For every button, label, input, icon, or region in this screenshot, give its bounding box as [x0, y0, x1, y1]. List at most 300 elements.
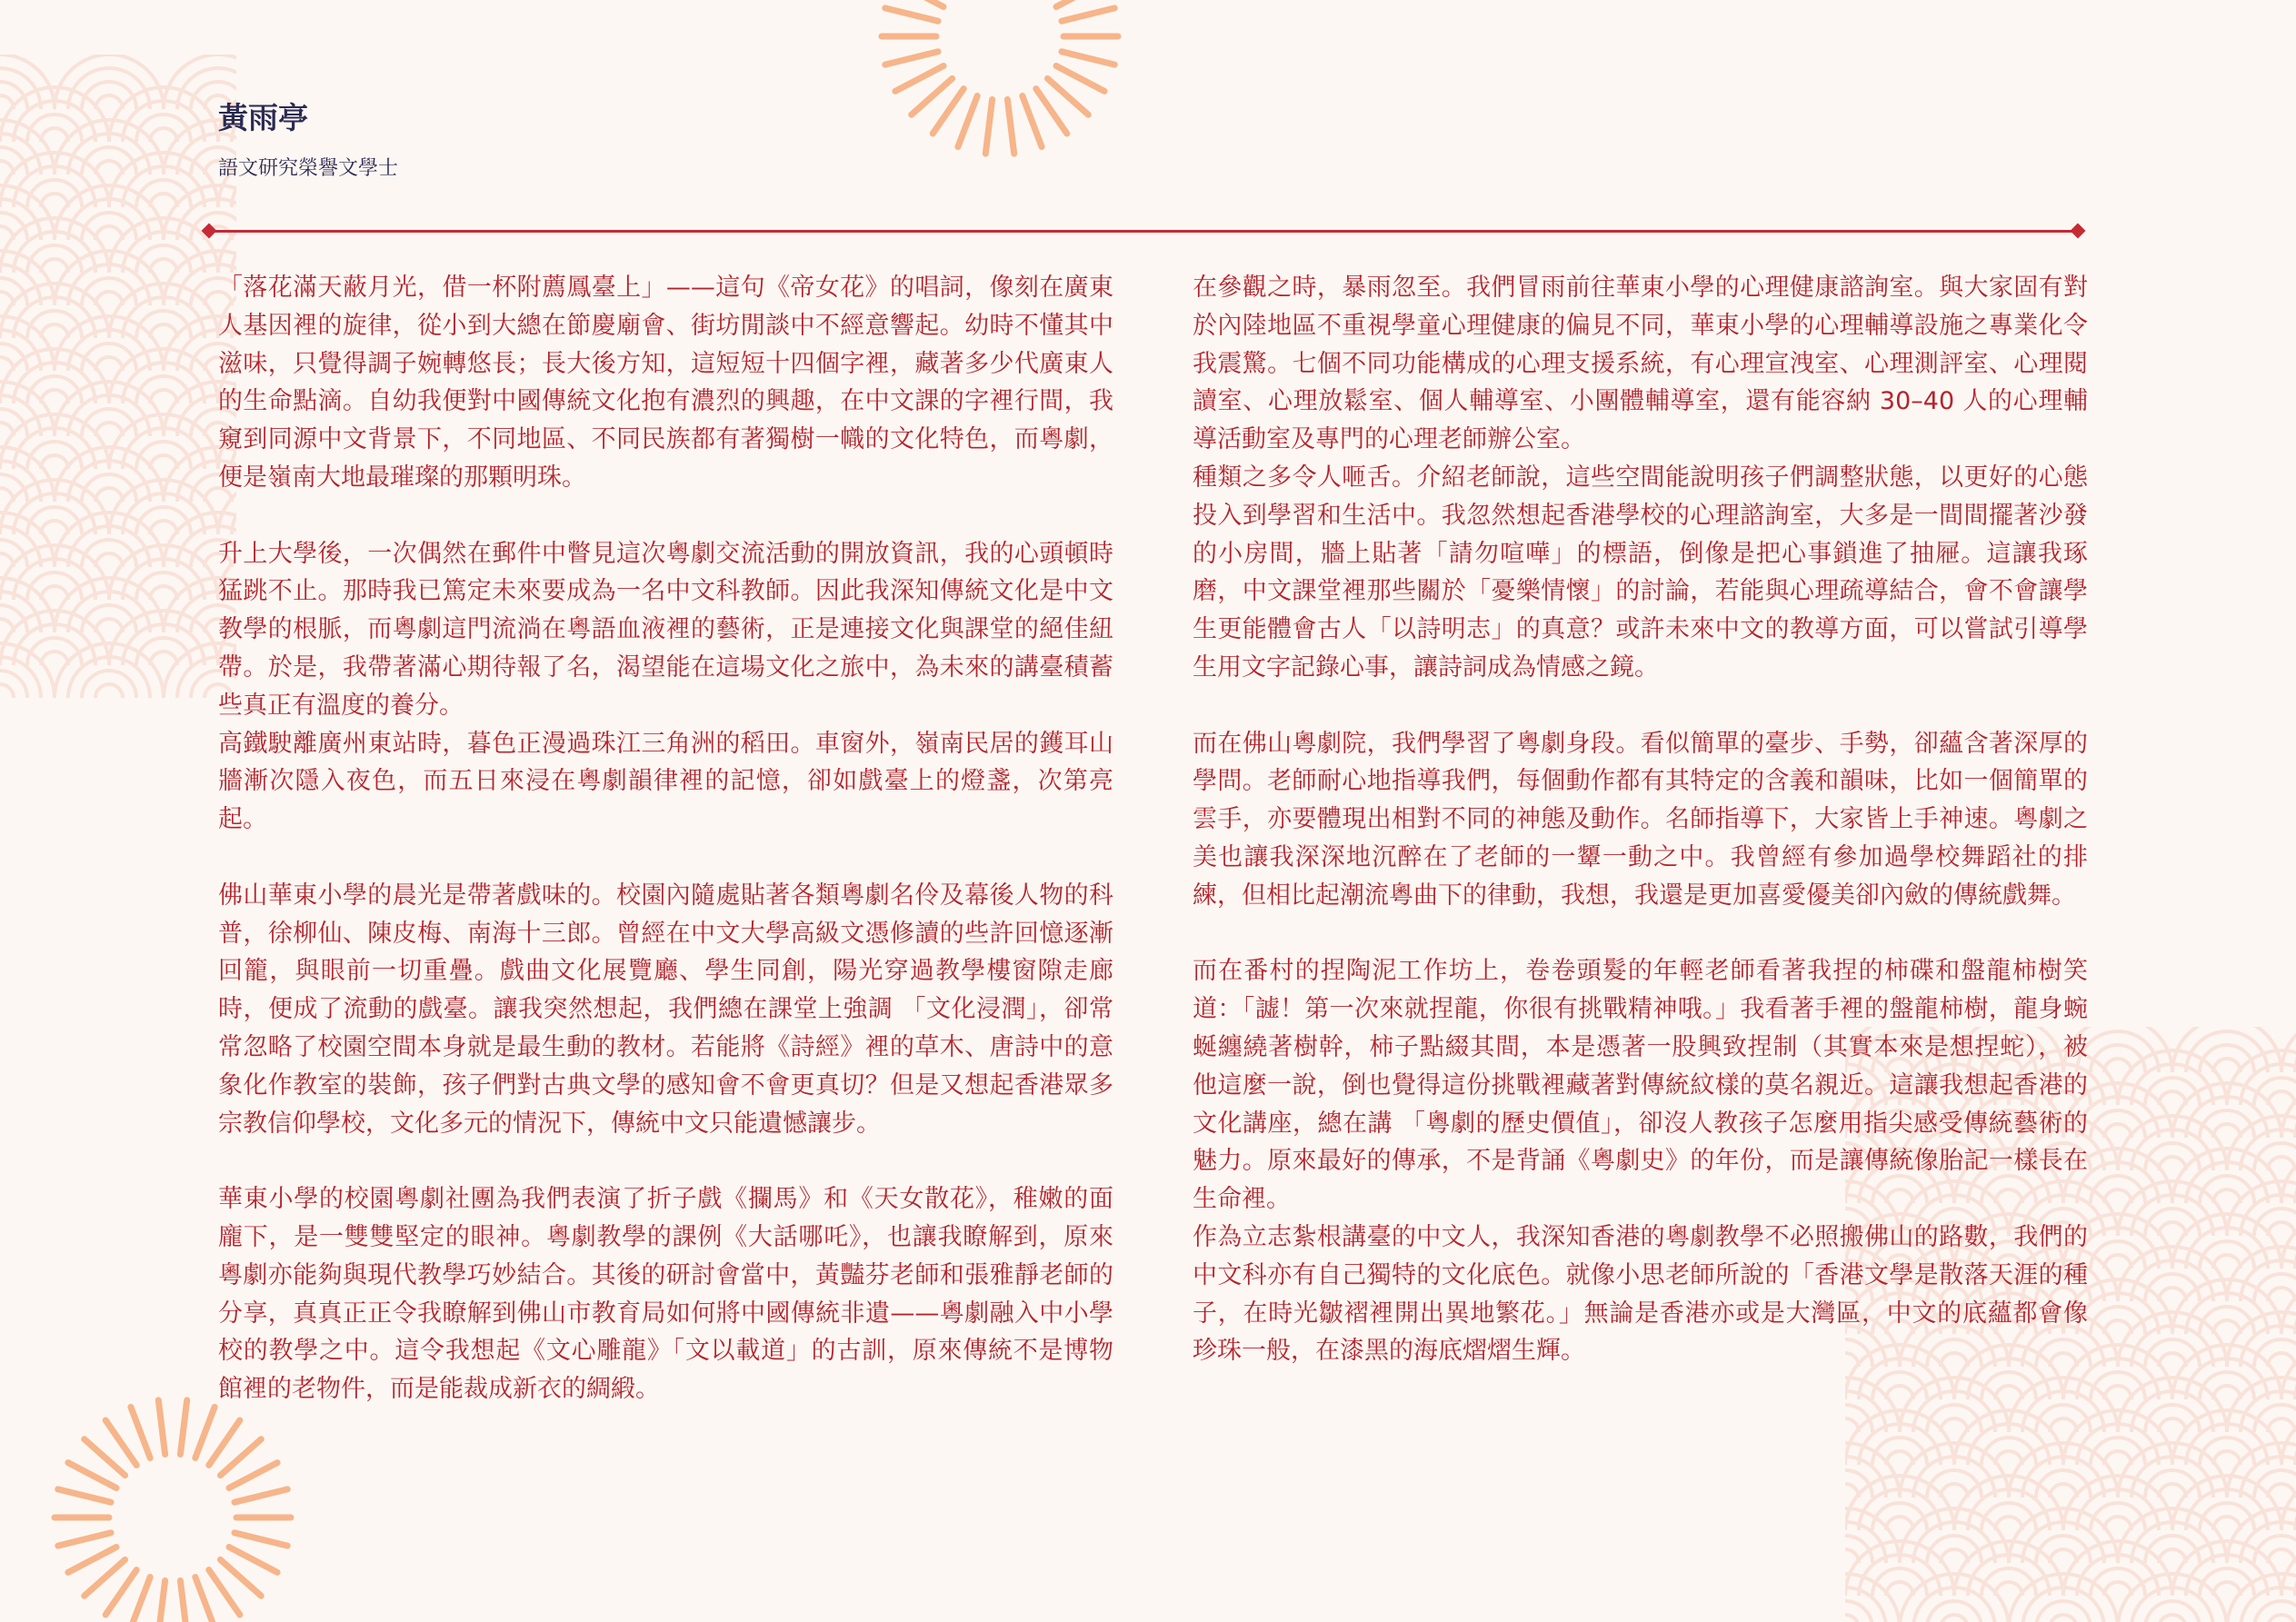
wave-arc [27, 442, 82, 469]
wave-arc [2131, 1326, 2213, 1367]
wave-arc [2200, 1307, 2254, 1334]
wave-arc [150, 390, 177, 403]
wave-arc [0, 134, 41, 174]
sunburst-ray [1007, 100, 1013, 154]
wave-arc [2254, 1405, 2296, 1432]
wave-arc [68, 526, 150, 567]
wave-arc [1941, 1615, 1968, 1622]
wave-arc [1845, 1476, 1954, 1530]
wave-arc [1900, 1574, 2009, 1622]
wave-arc [1995, 1517, 2022, 1530]
wave-arc [245, 180, 300, 207]
wave-arc [2254, 1601, 2296, 1622]
wave-arc [150, 259, 177, 273]
wave-arc [0, 68, 41, 109]
wave-arc [41, 194, 68, 207]
sunburst-ray [209, 1420, 240, 1465]
wave-arc [2186, 1162, 2268, 1203]
wave-arc [1927, 1470, 1982, 1498]
wave-arc [2227, 1443, 2296, 1498]
wave-arc [68, 68, 150, 109]
wave-arc [2241, 1457, 2296, 1498]
wave-arc [2186, 1228, 2268, 1269]
wave-arc [2050, 1418, 2077, 1432]
wave-arc [2159, 1091, 2186, 1105]
wave-arc [2281, 1083, 2296, 1138]
sunburst-ray [235, 1533, 287, 1546]
sunburst-ray [58, 1489, 111, 1502]
sunburst-ray [68, 1547, 116, 1573]
wave-arc [2159, 1222, 2186, 1236]
author-block [218, 98, 398, 181]
wave-arc [109, 153, 218, 207]
wave-arc [2091, 1045, 2145, 1072]
wave-arc [2118, 1312, 2227, 1367]
wave-arc [1859, 1424, 1941, 1465]
wave-arc [0, 55, 55, 109]
wave-arc [0, 671, 27, 698]
wave-arc [2131, 1522, 2213, 1563]
wave-arc [1982, 1568, 2036, 1596]
wave-arc [2063, 1541, 2172, 1596]
wave-arc [2145, 1143, 2200, 1170]
wave-arc [2241, 1326, 2296, 1367]
wave-arc [1804, 1457, 1886, 1498]
wave-arc [2241, 1522, 2296, 1563]
wave-arc [109, 545, 218, 600]
wave-arc [2281, 1541, 2296, 1596]
wave-arc [2241, 1587, 2296, 1622]
wave-arc [1845, 1541, 1954, 1596]
wave-arc [150, 455, 177, 469]
wave-arc [68, 461, 150, 502]
wave-arc [2268, 1418, 2295, 1432]
paragraph: 「落花滿天蔽月光，借一杯附薦鳳臺上」——這句《帝女花》的唱詞，像刻在廣東人基因裡的旋律，從小到大總在節慶廟會、街坊閒談中不經意響起。幼時不懂其中滋味，只覺得調子婉轉悠長；長大後方知，這短短十四個字裡，藏著多少代廣東人的生命點滴。自幼我便對中國傳統文化抱有濃烈的興趣，在中文課的字裡行間，我窺到同源中文背景下，不同地區、不同民族都有著獨樹一幟的文化特色，而粵劇，便是嶺南大地最璀璨的那顆明珠。 [218, 274, 1113, 492]
wave-arc [2063, 1410, 2172, 1465]
wave-arc [2104, 1517, 2131, 1530]
wave-arc [55, 512, 164, 567]
wave-arc [259, 194, 286, 207]
wave-arc [82, 82, 136, 109]
paragraph: 升上大學後，一次偶然在郵件中瞥見這次粵劇交流活動的開放資訊，我的心頭頓時猛跳不止。那時我已篤定未來要成為一名中文科教師。因此我深知傳統文化是中文教學的根脈，而粵劇這門流淌在粵語血液裡的藝術，正是連接文化與課堂的絕佳紐帶。於是，我帶著滿心期待報了名，渴望能在這場文化之旅中，為未來的講臺積蓄些真正有溫度的養分。 [218, 539, 1113, 720]
wave-arc [2145, 1536, 2200, 1563]
paragraph: 種類之多令人咂舌。介紹老師說，這些空間能說明孩子們調整狀態，以更好的心態投入到學習和生活中。我忽然想起香港學校的心理諮詢室，大多是一間間擺著沙發的小房間，牆上貼著「請勿喧嘩」的標語，倒像是把心事鎖進了抽屜。這讓我琢磨，中文課堂裡那些關於「憂樂情懷」的討論，若能與心理疏導結合，會不會讓學生更能體會古人「以詩明志」的真意？或許未來中文的教導方面，可以嘗試引導學生用文字記錄心事，讓詩詞成為情感之鏡。 [1193, 463, 2088, 682]
sunburst-ray [195, 1407, 215, 1458]
wave-arc [27, 638, 82, 665]
wave-arc [1763, 1568, 1818, 1596]
wave-arc [2104, 1189, 2131, 1203]
wave-arc [1913, 1457, 1995, 1498]
sunburst-ray [85, 1439, 125, 1476]
wave-arc [55, 55, 164, 109]
wave-arc [82, 540, 136, 567]
wave-arc [0, 292, 14, 305]
sunburst-ray [885, 52, 938, 65]
sunburst-ray [158, 1400, 165, 1455]
wave-arc [136, 311, 191, 338]
paragraph: 而在佛山粵劇院，我們學習了粵劇身段。看似簡單的臺步、手勢，卻蘊含著深厚的學問。老師耐心地指導我們，每個動作都有其特定的含義和韻味，比如一個簡單的雲手，亦要體現出相對不同的神態及動作。名師指導下，大家皆上手神速。粵劇之美也讓我深深地沉醉在了老師的一顰一動之中。我曾經有參加過學校舞蹈社的排練，但相比起潮流粵曲下的律動，我想，我還是更加喜愛優美卻內斂的傳統戲舞。 [1193, 729, 2088, 910]
wave-arc [2200, 1372, 2254, 1399]
wave-arc [95, 423, 123, 436]
wave-arc [1886, 1451, 1913, 1465]
wave-arc [41, 521, 68, 534]
wave-arc [0, 87, 109, 142]
sunburst-ray [1023, 96, 1042, 147]
wave-arc [109, 349, 218, 403]
wave-arc [0, 153, 109, 207]
wave-arc [2172, 1214, 2281, 1269]
wave-arc [0, 423, 14, 436]
wave-arc [1968, 1555, 2050, 1596]
sunburst-ray [68, 1463, 116, 1488]
wave-arc [2254, 1470, 2296, 1498]
wave-arc [0, 147, 27, 174]
wave-arc [2268, 1484, 2295, 1498]
wave-arc [2227, 1508, 2296, 1563]
wave-arc [41, 324, 68, 338]
wave-arc [1982, 1372, 2036, 1399]
wave-arc [2227, 1247, 2296, 1301]
wave-arc [123, 101, 205, 142]
sunburst-ray [158, 1581, 165, 1622]
wave-arc [0, 480, 109, 534]
wave-arc [95, 488, 123, 502]
wave-arc [1791, 1574, 1900, 1622]
wave-arc [2104, 1582, 2131, 1596]
wave-arc [1832, 1484, 1859, 1498]
wave-arc [1777, 1386, 1804, 1399]
wave-arc [27, 114, 82, 142]
wave-arc [2118, 1116, 2227, 1170]
wave-arc [0, 684, 14, 698]
wave-arc [2077, 1555, 2159, 1596]
wave-arc [1845, 1410, 1954, 1465]
wave-arc [2131, 1260, 2213, 1301]
paragraph: 作為立志紮根講臺的中文人，我深知香港的粵劇教學不必照搬佛山的路數，我們的中文科亦有自己獨特的文化底色。就像小思老師所說的「香港文學是散落天涯的種子，在時光皺褶裡開出異地繁花。」無論是香港亦或是大灣區，中文的底蘊都會像珍珠一般，在漆黑的海底熠熠生輝。 [1193, 1222, 2088, 1366]
wave-arc [2118, 1181, 2227, 1236]
wave-arc [82, 474, 136, 502]
wave-arc [1900, 1443, 2009, 1498]
wave-arc [68, 592, 150, 632]
wave-arc [1859, 1489, 1941, 1530]
wave-arc [2022, 1587, 2104, 1622]
sunburst-ray [131, 1577, 150, 1622]
wave-arc [2091, 1176, 2145, 1203]
wave-arc [2159, 1418, 2186, 1432]
wave-arc [1913, 1587, 1995, 1622]
wave-arc [123, 493, 205, 534]
paragraph: 華東小學的校園粵劇社團為我們表演了折子戲《攔馬》和《天女散花》，稚嫩的面龐下，是一雙雙堅定的眼神。粵劇教學的課例《大話哪吒》，也讓我瞭解到，原來粵劇亦能夠與現代教學巧妙結合。其後的研討會當中，黃豔芬老師和張雅靜老師的分享，真真正正令我瞭解到佛山市教育局如何將中國傳統非遺——粵劇融入中小學校的教學之中。這令我想起《文心雕龍》「文以載道」的古訓，原來傳統不是博物館裡的老物件，而是能裁成新衣的綢緞。 [218, 1185, 1113, 1404]
wave-arc [2227, 1116, 2296, 1170]
sunburst-ray [1062, 8, 1114, 21]
wave-arc [2077, 1097, 2159, 1138]
wave-arc [0, 120, 55, 174]
wave-arc [0, 161, 14, 174]
wave-arc [14, 166, 95, 207]
wave-arc [109, 284, 218, 338]
wave-arc [0, 185, 55, 240]
wave-arc [2200, 1241, 2254, 1269]
wave-arc [109, 414, 218, 469]
wave-arc [55, 251, 164, 305]
wave-arc [2281, 1476, 2296, 1530]
wave-arc [1763, 1438, 1818, 1465]
wave-arc [2172, 1279, 2281, 1334]
wave-arc [2213, 1517, 2241, 1530]
wave-arc [14, 232, 95, 273]
wave-arc [0, 611, 109, 665]
wave-arc [2036, 1405, 2091, 1432]
wave-arc [2131, 1064, 2213, 1105]
wave-arc [2022, 1391, 2104, 1432]
wave-arc [0, 343, 27, 371]
wave-arc [2022, 1522, 2104, 1563]
wave-arc [2118, 1574, 2227, 1622]
wave-arc [2036, 1470, 2091, 1498]
wave-arc [123, 559, 205, 600]
sunburst-ray [912, 78, 953, 114]
wave-arc [2009, 1443, 2118, 1498]
wave-arc [68, 134, 150, 174]
wave-arc [1818, 1601, 1872, 1622]
wave-arc [2268, 1615, 2295, 1622]
wave-arc [1791, 1378, 1900, 1432]
sunburst-ray [885, 8, 938, 21]
wave-arc [55, 185, 164, 240]
wave-arc [27, 311, 82, 338]
wave-arc [1750, 1424, 1832, 1465]
wave-arc [2186, 1489, 2268, 1530]
wave-arc [1954, 1541, 2063, 1596]
wave-arc [2050, 1549, 2077, 1563]
wave-arc [2159, 1288, 2186, 1301]
wave-arc [82, 605, 136, 632]
wave-arc [1791, 1443, 1900, 1498]
wave-arc [150, 652, 177, 665]
sunburst-ray [985, 100, 992, 154]
wave-arc [2254, 1536, 2296, 1563]
wave-arc [2227, 1378, 2296, 1432]
wave-arc [55, 382, 164, 436]
wave-arc [68, 395, 150, 436]
wave-arc [95, 226, 123, 240]
sunburst-ray [85, 1559, 125, 1596]
wave-arc [0, 278, 27, 305]
sunburst-ray [1036, 89, 1067, 134]
sunburst-ray [1056, 66, 1104, 92]
wave-arc [0, 409, 27, 436]
wave-arc [2172, 1149, 2281, 1203]
wave-arc [150, 521, 177, 534]
wave-arc [14, 297, 95, 338]
wave-arc [2104, 1255, 2131, 1269]
wave-arc [55, 643, 164, 698]
wave-arc [2050, 1615, 2077, 1622]
wave-arc [0, 553, 14, 567]
wave-arc [2268, 1222, 2295, 1236]
wave-arc [150, 194, 177, 207]
wave-arc [109, 480, 218, 534]
wave-arc [14, 493, 95, 534]
wave-arc [41, 259, 68, 273]
sunburst-ray [220, 1559, 261, 1596]
wave-arc [2268, 1091, 2295, 1105]
sunburst-ray [1056, 0, 1104, 7]
wave-arc [2281, 1410, 2296, 1465]
wave-arc [2227, 1312, 2296, 1367]
wave-arc [2254, 1209, 2296, 1236]
wave-arc [2118, 1443, 2227, 1498]
wave-arc [2131, 1587, 2213, 1622]
wave-arc [2213, 1255, 2241, 1269]
wave-arc [2091, 1568, 2145, 1596]
sunburst-ray [933, 89, 963, 134]
wave-arc [0, 545, 109, 600]
wave-arc [1982, 1503, 2036, 1530]
wave-arc [82, 671, 136, 698]
wave-arc [1804, 1391, 1886, 1432]
wave-arc [1941, 1549, 1968, 1563]
wave-arc [82, 278, 136, 305]
sunburst-ray [131, 1407, 150, 1458]
wave-arc [0, 382, 55, 436]
wave-arc [2145, 1405, 2200, 1432]
sunburst-ray [1047, 78, 1088, 114]
wave-arc [0, 605, 27, 632]
wave-arc [41, 652, 68, 665]
wave-arc [136, 507, 191, 534]
wave-arc [0, 592, 41, 632]
wave-arc [2172, 1410, 2281, 1465]
wave-arc [2145, 1601, 2200, 1622]
sunburst-ray [180, 1400, 186, 1455]
wave-arc [2009, 1574, 2118, 1622]
wave-arc [2077, 1293, 2159, 1334]
wave-arc [68, 330, 150, 371]
wave-arc [14, 559, 95, 600]
wave-arc [2104, 1059, 2131, 1072]
wave-arc [2200, 1503, 2254, 1530]
wave-arc [1872, 1503, 1927, 1530]
wave-arc [136, 572, 191, 600]
wave-arc [27, 572, 82, 600]
wave-arc [2159, 1615, 2186, 1622]
wave-arc [136, 245, 191, 273]
wave-arc [0, 474, 27, 502]
wave-arc [2281, 1214, 2296, 1269]
wave-arc [1900, 1508, 2009, 1563]
sunburst-ray [58, 1533, 111, 1546]
wave-arc [68, 199, 150, 240]
wave-arc [2145, 1078, 2200, 1105]
sunburst-ray [235, 1489, 287, 1502]
wave-arc [1818, 1536, 1872, 1563]
wave-arc [1913, 1391, 1995, 1432]
wave-arc [1886, 1582, 1913, 1596]
wave-arc [123, 166, 205, 207]
wave-arc [2227, 1574, 2296, 1622]
wave-arc [1982, 1438, 2036, 1465]
wave-arc [0, 316, 55, 371]
wave-arc [2186, 1424, 2268, 1465]
wave-arc [2172, 1541, 2281, 1596]
wave-arc [1804, 1587, 1886, 1622]
wave-arc [1995, 1451, 2022, 1465]
wave-arc [0, 349, 109, 403]
wave-arc [2159, 1353, 2186, 1367]
sunburst-ray [958, 96, 977, 147]
wave-arc [0, 226, 14, 240]
wave-arc [150, 128, 177, 142]
wave-arc [2131, 1391, 2213, 1432]
wave-arc [0, 199, 41, 240]
paragraph: 佛山華東小學的晨光是帶著戲味的。校園內隨處貼著各類粵劇名伶及幕後人物的科普，徐柳仙、陳皮梅、南海十三郎。曾經在中文大學高級文憑修讀的些許回憶逐漸回籠，與眼前一切重疊。戲曲文化展覽廳、學生同創，陽光穿過教學樓窗隙走廊時，便成了流動的戲臺。讓我突然想起，我們總在課堂上強調 「文化浸潤」，卻常常忽略了校園空間本身就是最生動的教材。若能將《詩經》裡的草木、唐詩中的意象化作教室的裝飾，孩子們對古典文學的感知會不會更真切？但是又想起香港眾多宗教信仰學校，文化多元的情況下，傳統中文只能遺憾讓步。 [218, 881, 1113, 1138]
sunburst-ray [895, 0, 943, 7]
wave-arc [1968, 1489, 2050, 1530]
wave-arc [1913, 1522, 1995, 1563]
wave-arc [2091, 1241, 2145, 1269]
wave-arc [0, 461, 41, 502]
wave-arc [2200, 1438, 2254, 1465]
wave-arc [0, 330, 41, 371]
wave-arc [1736, 1476, 1845, 1530]
wave-arc [2036, 1536, 2091, 1563]
wave-arc [82, 409, 136, 436]
wave-arc [1872, 1438, 1927, 1465]
wave-arc [27, 376, 82, 403]
wave-arc [2145, 1339, 2200, 1367]
wave-arc [1777, 1451, 1804, 1465]
wave-arc [2145, 1209, 2200, 1236]
wave-arc [0, 213, 27, 240]
wave-arc [82, 213, 136, 240]
sunburst-ray [229, 1547, 277, 1573]
wave-arc [1872, 1372, 1927, 1399]
wave-arc [2241, 1129, 2296, 1170]
wave-arc [2172, 1476, 2281, 1530]
wave-arc [2213, 1059, 2241, 1072]
sunburst-ray [180, 1581, 186, 1622]
wave-arc [2104, 1124, 2131, 1138]
sunburst-ray [229, 1463, 277, 1488]
wave-arc [0, 643, 55, 698]
wave-arc [2186, 1031, 2268, 1072]
wave-arc [1927, 1405, 1982, 1432]
right-column [1193, 269, 2088, 1370]
wave-arc [1941, 1484, 1968, 1498]
wave-arc [109, 611, 218, 665]
paragraph: 在參觀之時，暴雨忽至。我們冒雨前往華東小學的心理健康諮詢室。與大家固有對於內陸地區不重視學童心理健康的偏見不同，華東小學的心理輔導設施之專業化令我震驚。七個不同功能構成的心理支援系統，有心理宣洩室、心理測評室、心理閱讀室、心理放鬆室、個人輔導室、小團體輔導室，還有能容納 30–40 人的心理輔導活動室及專門的心理老師辦公室。 [1193, 274, 2088, 454]
wave-arc [95, 684, 123, 698]
wave-arc [1750, 1555, 1832, 1596]
wave-arc [136, 442, 191, 469]
wave-arc [150, 586, 177, 600]
wave-arc [2063, 1476, 2172, 1530]
wave-arc [0, 540, 27, 567]
left-column [218, 269, 1113, 1408]
wave-arc [2077, 1489, 2159, 1530]
wave-arc [2254, 1274, 2296, 1301]
wave-arc [2281, 1149, 2296, 1203]
wave-arc [0, 357, 14, 371]
wave-arc [2213, 1124, 2241, 1138]
wave-arc [123, 428, 205, 469]
wave-arc [2159, 1484, 2186, 1498]
wave-arc [1763, 1503, 1818, 1530]
wave-arc [41, 586, 68, 600]
wave-arc [2213, 1451, 2241, 1465]
wave-arc [2186, 1293, 2268, 1334]
